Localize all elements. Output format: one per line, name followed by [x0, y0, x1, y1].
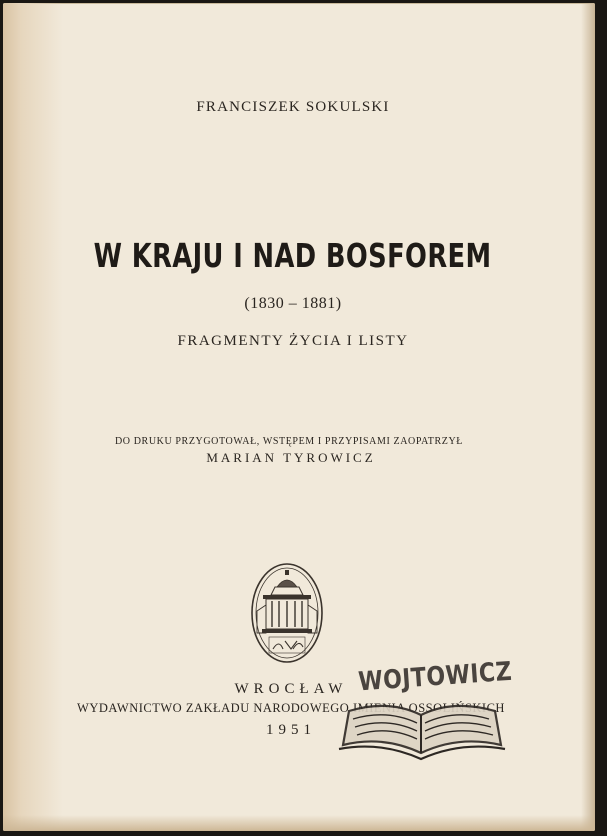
publisher-name: WYDAWNICTWO ZAKŁADU NARODOWEGO IMIENIA OSSOLIŃSKICH: [77, 701, 505, 715]
title-page: [3, 3, 595, 831]
stamp-label: WOJTOWICZ: [357, 656, 514, 698]
author-name: FRANCISZEK SOKULSKI: [196, 99, 390, 115]
publication-year: 1951: [266, 722, 316, 738]
book-subtitle: FRAGMENTY ŻYCIA I LISTY: [177, 333, 409, 349]
book-title: W KRAJU I NAD BOSFOREM: [93, 236, 492, 275]
editor-name: MARIAN TYROWICZ: [206, 450, 376, 465]
paper-edge-bottom: [3, 815, 595, 831]
life-dates: (1830 – 1881): [244, 295, 342, 312]
ossolineum-building-emblem-icon: [249, 561, 325, 665]
paper-edge-right: [581, 3, 595, 831]
editor-credit-line: DO DRUKU PRZYGOTOWAŁ, WSTĘPEM I PRZYPISAMI ZAOPATRZYŁ: [114, 436, 464, 447]
publication-city: WROCŁAW: [234, 681, 348, 697]
